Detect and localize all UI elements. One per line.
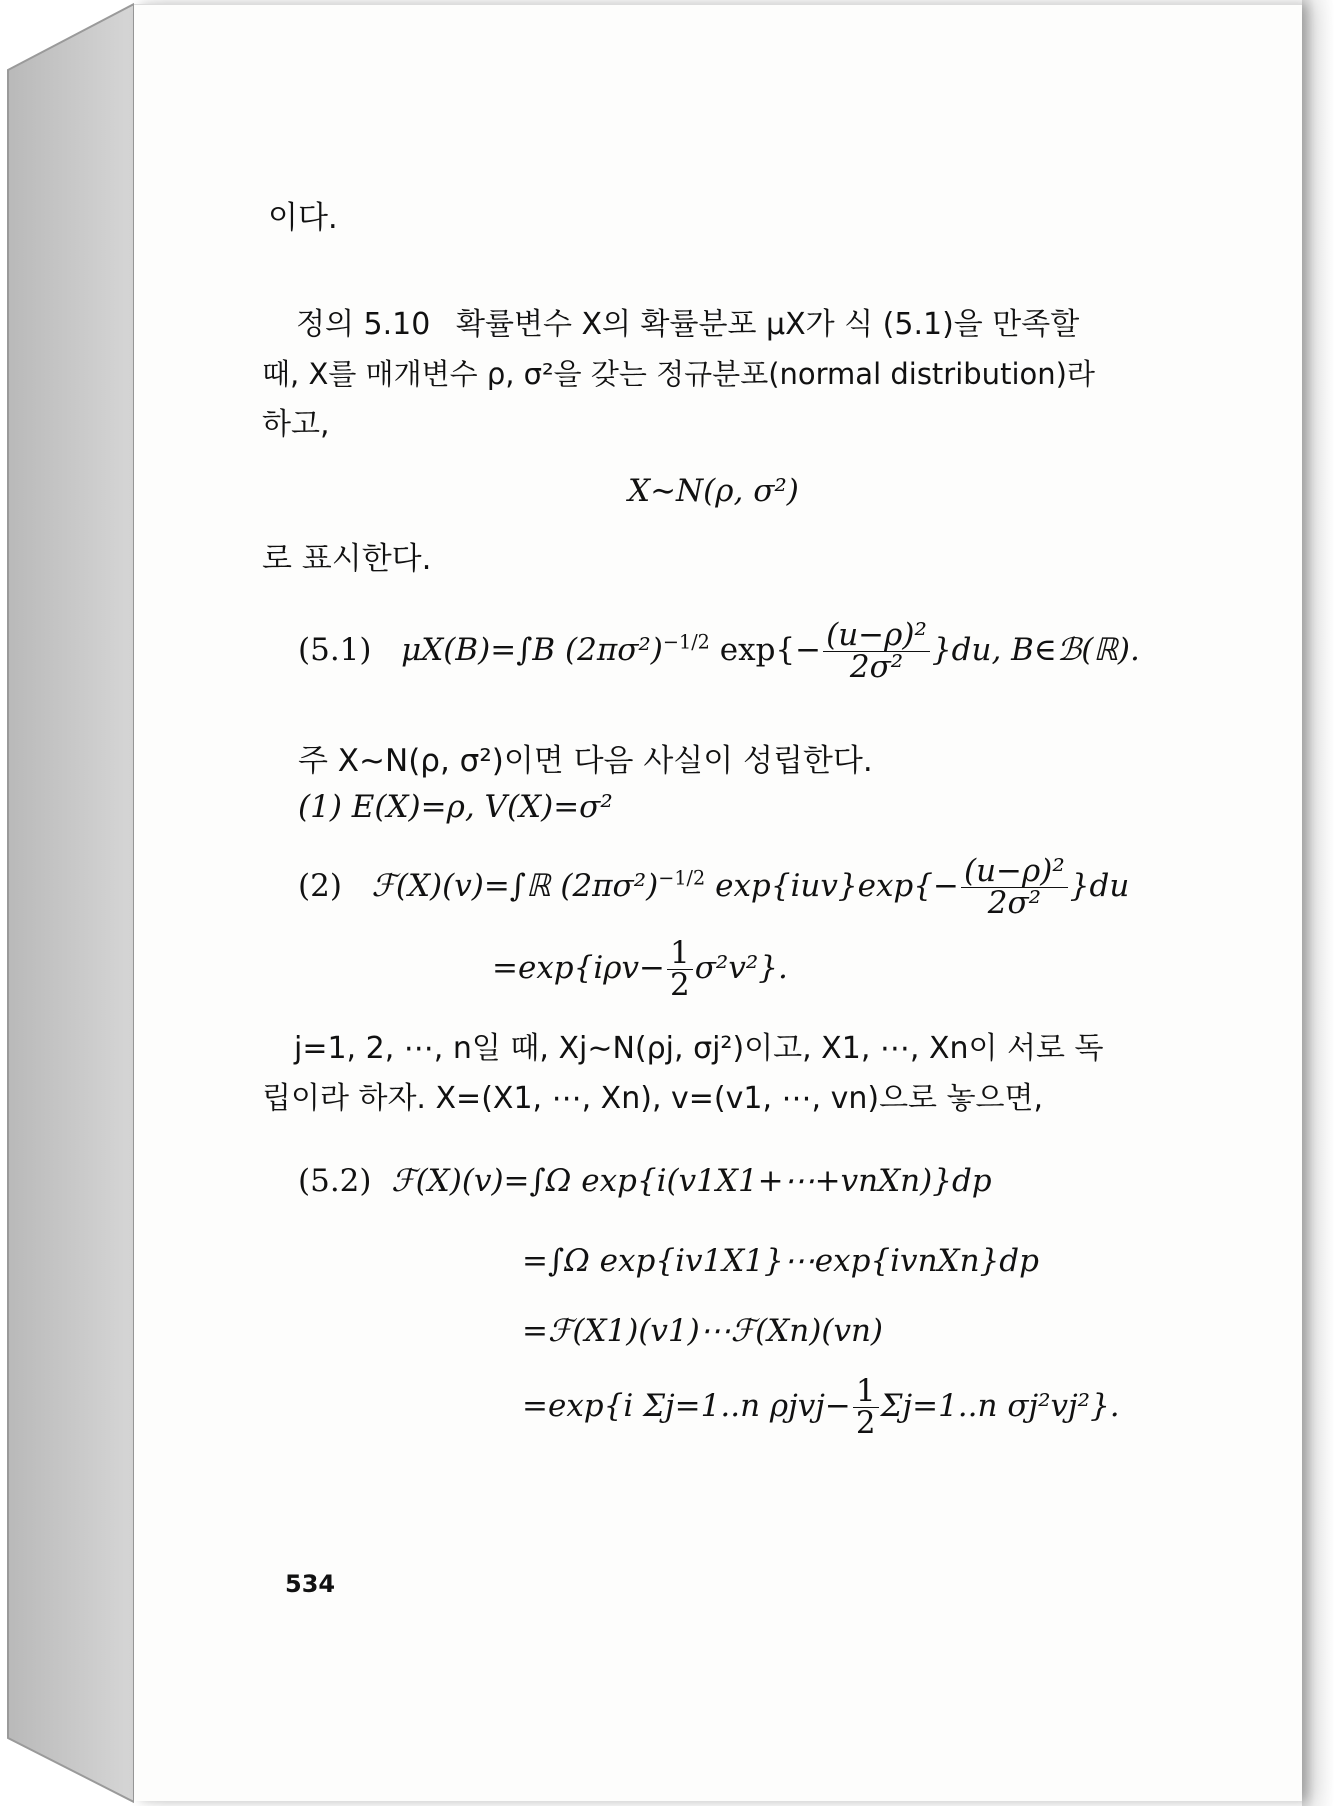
fraction-denominator: 2: [670, 967, 690, 1003]
equation-5-1: [298, 617, 1140, 685]
equation-5-2-row-1: [298, 1163, 992, 1199]
fraction-denominator: 2σ²: [987, 885, 1042, 921]
book-spine: [0, 0, 134, 1806]
item-mid: exp{iuv}exp{−: [715, 868, 959, 904]
fraction-denominator: 2σ²: [849, 649, 904, 685]
fraction-numerator: 1: [667, 938, 693, 970]
fraction-numerator: (u−ρ)²: [823, 620, 930, 652]
equation-tail: }du, B∈ℬ(ℝ).: [931, 632, 1140, 668]
row-text: ℱ(X)(v)=∫Ω exp{i(v1X1+⋯+vnXn)}dp: [391, 1163, 992, 1199]
exponent: −1/2: [658, 866, 706, 890]
row4-pre: =exp{i Σj=1..n ρjvj−: [522, 1388, 851, 1424]
definition-line-2: 때, X를 매개변수 ρ, σ²을 갖는 정규분포(normal distribution)라: [262, 357, 1095, 391]
fraction-numerator: (u−ρ)²: [961, 856, 1068, 888]
fact-item-1: (1) E(X)=ρ, V(X)=σ²: [298, 789, 613, 825]
display-normal-notation: X∼N(ρ, σ²): [628, 473, 799, 509]
item-tail: }du: [1069, 868, 1130, 904]
paragraph-line-2: 립이라 하자. X=(X1, ⋯, Xn), v=(v1, ⋯, vn)으로 놓으면,: [262, 1081, 1044, 1116]
fraction: [961, 853, 1068, 921]
fact-item-2: [298, 853, 1130, 921]
definition-label: 정의 5.10: [296, 307, 431, 342]
fraction-denominator: 2: [855, 1405, 876, 1441]
exponent: −1/2: [662, 630, 710, 654]
definition-line-1: 확률변수 X의 확률분포 μX가 식 (5.1)을 만족할: [456, 307, 1080, 342]
equation-5-2-row-3: =ℱ(X1)(v1)⋯ℱ(Xn)(vn): [522, 1313, 884, 1349]
page-edge-shadow: [1302, 0, 1334, 1806]
paragraph-line-1: j=1, 2, ⋯, n일 때, Xj∼N(ρj, σj²)이고, X1, ⋯, Xn이 서로 독: [294, 1031, 1104, 1066]
line2-post: σ²v²}.: [694, 950, 788, 986]
page-number: 534: [285, 1570, 336, 1598]
row4-post: Σj=1..n σj²vj²}.: [880, 1388, 1120, 1424]
item-lhs: ℱ(X)(v)=∫ℝ (2πσ²): [371, 868, 659, 904]
fraction: [667, 935, 693, 1003]
remark-line: 주 X∼N(ρ, σ²)이면 다음 사실이 성립한다.: [298, 743, 873, 779]
fraction: [823, 617, 930, 685]
equation-lhs: μX(B)=∫B (2πσ²): [401, 632, 663, 668]
equation-label: (5.1): [298, 632, 372, 668]
line2-pre: =exp{iρv−: [492, 950, 665, 986]
text-line-pyosi: 로 표시한다.: [262, 541, 432, 577]
text-line-ida: 이다.: [268, 200, 338, 236]
fraction: [853, 1373, 879, 1441]
fact-item-2-line-2: [492, 935, 788, 1003]
equation-5-2-row-4: [522, 1373, 1120, 1441]
equation-mid: exp{−: [719, 632, 822, 668]
item-label: (2): [298, 868, 342, 904]
fraction-numerator: 1: [853, 1376, 879, 1408]
definition-line-3: 하고,: [262, 407, 330, 442]
equation-label: (5.2): [298, 1163, 372, 1199]
equation-5-2-row-2: =∫Ω exp{iv1X1}⋯exp{ivnXn}dp: [522, 1243, 1039, 1279]
